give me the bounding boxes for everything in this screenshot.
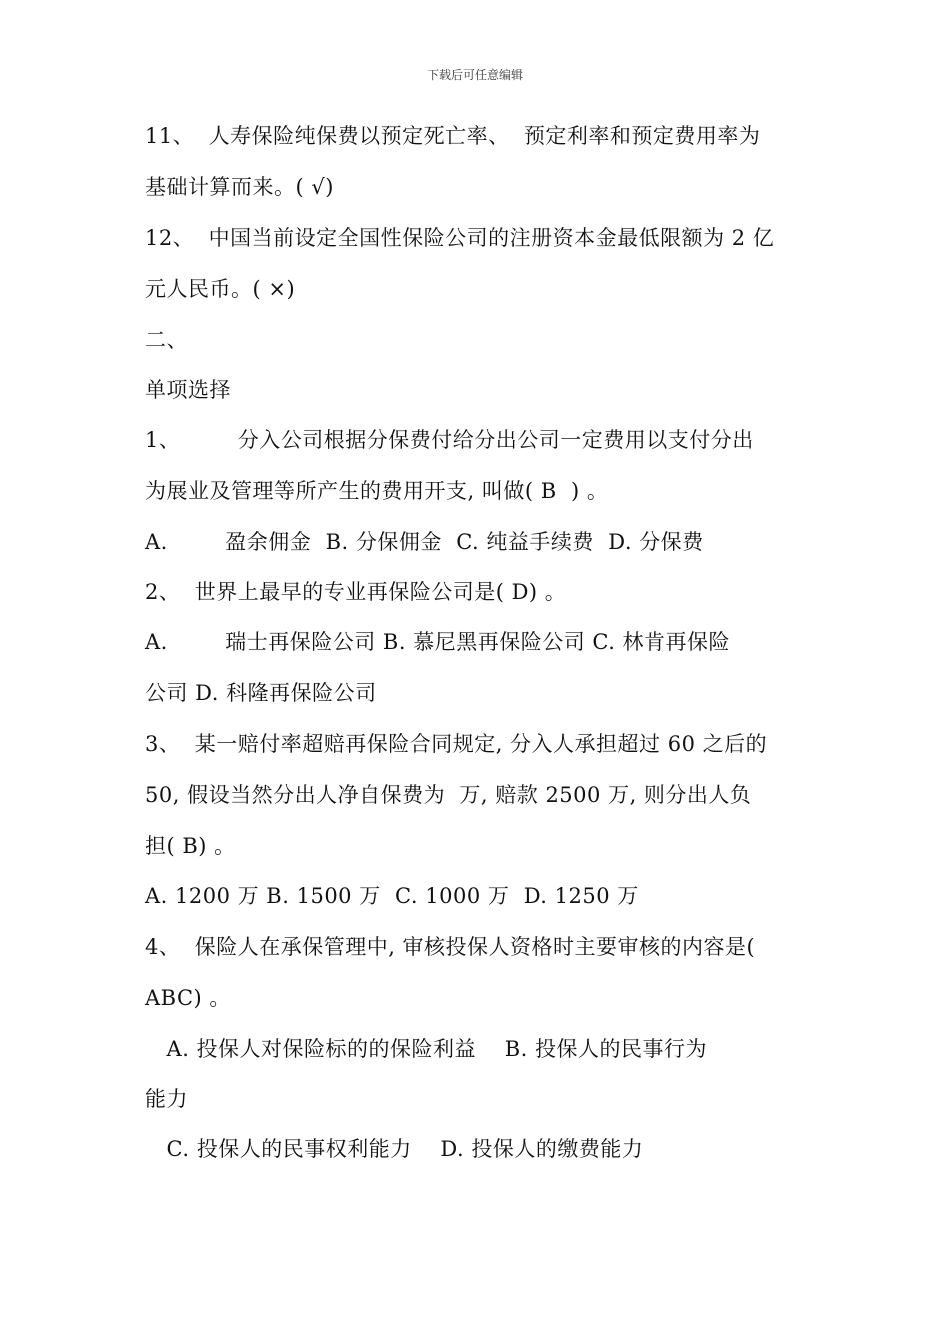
question-4-options-line-2: 能力: [145, 1087, 188, 1111]
question-1-options: A. 盈余佣金 B. 分保佣金 C. 纯益手续费 D. 分保费: [145, 530, 704, 554]
question-4-options-line-1: A. 投保人对保险标的的保险利益 B. 投保人的民事行为: [145, 1037, 708, 1061]
question-4-line-1: 4、 保险人在承保管理中, 审核投保人资格时主要审核的内容是(: [145, 935, 756, 959]
section-title: 单项选择: [145, 378, 231, 402]
question-2-options-line-1: A. 瑞士再保险公司 B. 慕尼黑再保险公司 C. 林肯再保险: [145, 630, 731, 654]
question-12-line-1: 12、 中国当前设定全国性保险公司的注册资本金最低限额为 2 亿: [145, 226, 775, 250]
question-1-line-1: 1、 分入公司根据分保费付给分出公司一定费用以支付分出: [145, 428, 754, 452]
page-header: 下载后可任意编辑: [426, 68, 523, 82]
question-12-line-2: 元人民币。( ×): [145, 277, 296, 301]
question-3-line-1: 3、 某一赔付率超赔再保险合同规定, 分入人承担超过 60 之后的: [145, 732, 768, 756]
question-4-line-2: ABC) 。: [145, 986, 231, 1010]
question-1-line-2: 为展业及管理等所产生的费用开支, 叫做( B ) 。: [145, 479, 609, 503]
question-2-options-line-2: 公司 D. 科隆再保险公司: [145, 681, 377, 705]
question-11-line-2: 基础计算而来。( √): [145, 175, 334, 199]
question-2-line-1: 2、 世界上最早的专业再保险公司是( D) 。: [145, 580, 567, 604]
question-3-options: A. 1200 万 B. 1500 万 C. 1000 万 D. 1250 万: [145, 884, 639, 908]
question-4-options-line-3: C. 投保人的民事权利能力 D. 投保人的缴费能力: [145, 1137, 644, 1161]
question-3-line-3: 担( B) 。: [145, 834, 236, 858]
question-11-line-1: 11、 人寿保险纯保费以预定死亡率、 预定利率和预定费用率为: [145, 124, 761, 148]
section-number: 二、: [145, 328, 188, 352]
question-3-line-2: 50, 假设当然分出人净自保费为 万, 赔款 2500 万, 则分出人负: [145, 783, 752, 807]
